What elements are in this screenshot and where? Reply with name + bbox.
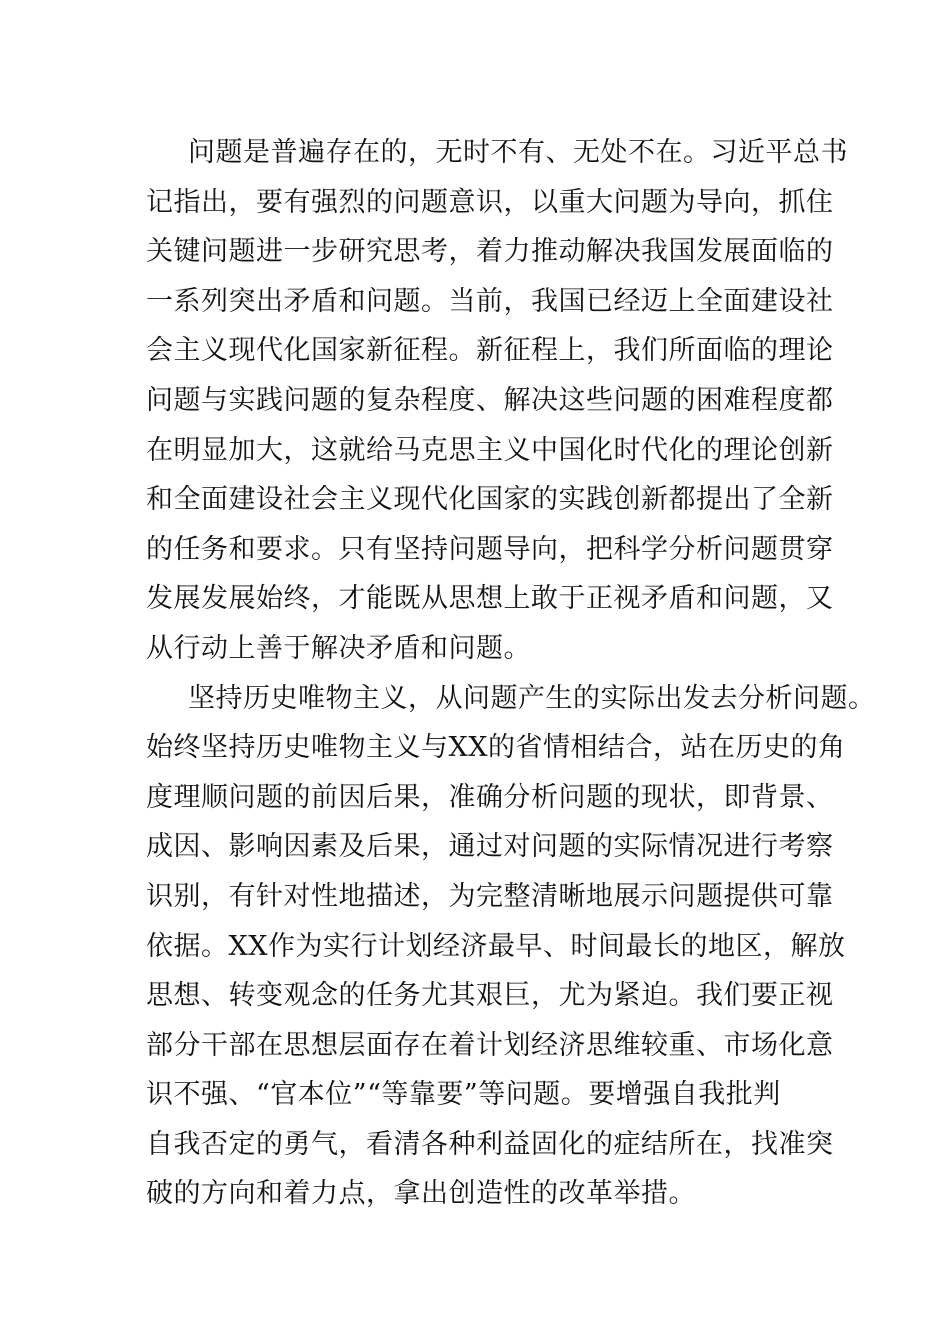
paragraph-2-line-8: 部分干部在思想层面存在着计划经济思维较重、市场化意 xyxy=(146,1029,834,1061)
body-text xyxy=(146,128,876,1219)
paragraph-2-line-10: 自我否定的勇气，看清各种利益固化的症结所在，找准突 xyxy=(146,1128,834,1160)
paragraph-1-line-7: 在明显加大，这就给马克思主义中国化时代化的理论创新 xyxy=(146,434,834,466)
paragraph-2-line-7: 思想、转变观念的任务尤其艰巨，尤为紧迫。我们要正视 xyxy=(146,980,834,1012)
paragraph-1-line-9: 的任务和要求。只有坚持问题导向，把科学分析问题贯穿 xyxy=(146,533,834,565)
paragraph-2-line-3: 度理顺问题的前因后果，准确分析问题的现状，即背景、 xyxy=(146,781,834,813)
paragraph-2-line-2: 始终坚持历史唯物主义与XX的省情相结合，站在历史的角 xyxy=(146,732,846,764)
paragraph-2-line-5: 识别，有针对性地描述，为完整清晰地展示问题提供可靠 xyxy=(146,880,834,912)
paragraph-2-line-4: 成因、影响因素及后果，通过对问题的实际情况进行考察 xyxy=(146,831,834,863)
paragraph-2-line-11: 破的方向和着力点，拿出创造性的改革举措。 xyxy=(146,1178,696,1210)
paragraph-2-line-6: 依据。XX作为实行计划经济最早、时间最长的地区，解放 xyxy=(146,930,846,962)
paragraph-1-line-2: 记指出，要有强烈的问题意识，以重大问题为导向，抓住 xyxy=(146,186,834,218)
paragraph-1-line-8: 和全面建设社会主义现代化国家的实践创新都提出了全新 xyxy=(146,484,834,516)
paragraph-1-line-1: 问题是普遍存在的，无时不有、无处不在。习近平总书 xyxy=(188,137,848,168)
paragraph-2-line-9: 识不强、“官本位”“等靠要”等问题。要增强自我批判 xyxy=(146,1079,781,1111)
paragraph-1-line-11: 从行动上善于解决矛盾和问题。 xyxy=(146,632,531,664)
paragraph-2-line-1: 坚持历史唯物主义，从问题产生的实际出发去分析问题。 xyxy=(188,682,876,714)
paragraph-1-line-3: 关键问题进一步研究思考，着力推动解决我国发展面临的 xyxy=(146,236,834,268)
paragraph-1-line-6: 问题与实践问题的复杂程度、解决这些问题的困难程度都 xyxy=(146,384,834,416)
paragraph-1-line-5: 会主义现代化国家新征程。新征程上，我们所面临的理论 xyxy=(146,335,834,367)
paragraph-1-line-10: 发展发展始终，才能既从思想上敢于正视矛盾和问题，又 xyxy=(146,583,834,615)
paragraph-1-line-4: 一系列突出矛盾和问题。当前，我国已经迈上全面建设社 xyxy=(146,285,834,317)
